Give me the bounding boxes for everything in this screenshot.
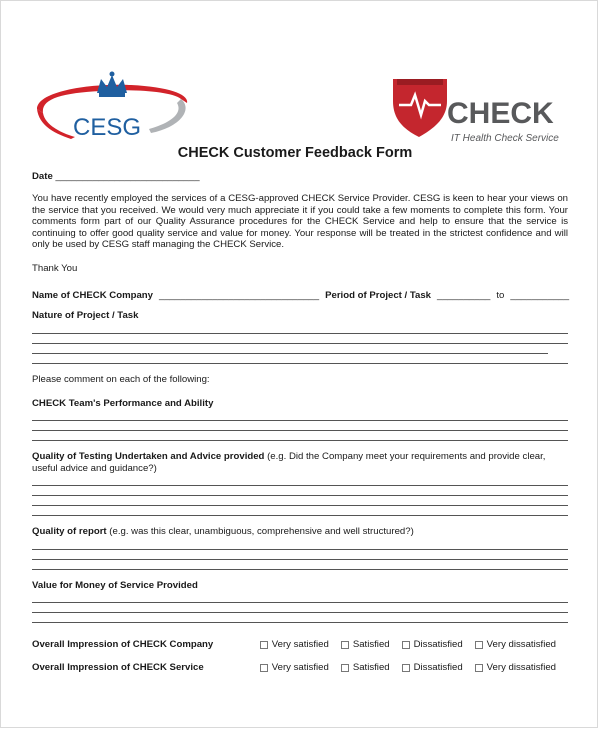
overall-service-row	[32, 656, 568, 679]
testing-heading: Quality of Testing Undertaken and Advice provided	[32, 451, 265, 463]
cesg-swoosh-red-lower	[37, 109, 75, 139]
report-heading: Quality of report	[32, 526, 107, 538]
checkbox-icon[interactable]	[475, 664, 483, 672]
period-label: Period of Project / Task	[325, 289, 432, 301]
answer-line[interactable]	[32, 344, 548, 354]
company-label: Name of CHECK Company	[32, 289, 154, 301]
option-very-dissatisfied[interactable]: Very dissatisfied	[475, 639, 556, 650]
checkbox-icon[interactable]	[341, 664, 349, 672]
answer-line[interactable]	[32, 476, 568, 486]
overall-company-label: Overall Impression of CHECK Company	[32, 638, 214, 650]
testing-hint: (e.g. Did the Company meet your requirements and provide clear, useful advice and guidance?)	[32, 451, 546, 474]
date-field[interactable]: ___________________________	[55, 171, 200, 182]
testing-lines	[32, 476, 568, 516]
nature-heading: Nature of Project / Task	[32, 310, 139, 322]
date-label: Date	[32, 171, 53, 182]
checkbox-icon[interactable]	[402, 641, 410, 649]
company-period-row	[32, 290, 568, 301]
company-field[interactable]: ______________________________	[159, 289, 320, 301]
check-shield-band	[397, 79, 443, 85]
report-section	[32, 526, 568, 537]
checkbox-icon[interactable]	[402, 664, 410, 672]
answer-line[interactable]	[32, 613, 568, 623]
option-dissatisfied[interactable]: Dissatisfied	[402, 639, 463, 650]
checkbox-icon[interactable]	[475, 641, 483, 649]
answer-line[interactable]	[32, 486, 568, 496]
comment-intro: Please comment on each of the following:	[32, 373, 210, 385]
checkbox-icon[interactable]	[260, 664, 268, 672]
option-very-satisfied[interactable]: Very satisfied	[260, 639, 329, 650]
value-lines	[32, 593, 568, 623]
value-heading: Value for Money of Service Provided	[32, 579, 198, 591]
form-title: CHECK Customer Feedback Form	[177, 145, 413, 161]
cesg-wordmark: CESG	[73, 114, 142, 141]
overall-service-label: Overall Impression of CHECK Service	[32, 661, 204, 673]
answer-line[interactable]	[32, 334, 568, 344]
answer-line[interactable]	[32, 550, 568, 560]
overall-ratings	[32, 633, 568, 679]
option-very-satisfied[interactable]: Very satisfied	[260, 662, 329, 673]
cesg-swoosh-grey	[149, 99, 186, 133]
answer-line[interactable]	[32, 593, 568, 603]
option-dissatisfied[interactable]: Dissatisfied	[402, 662, 463, 673]
answer-line[interactable]	[32, 411, 568, 421]
period-end-field[interactable]: ___________	[510, 289, 570, 301]
option-very-dissatisfied[interactable]: Very dissatisfied	[475, 662, 556, 673]
check-logo	[389, 71, 574, 151]
cesg-logo	[31, 69, 191, 149]
form-body	[32, 171, 568, 679]
checkbox-icon[interactable]	[341, 641, 349, 649]
answer-line[interactable]	[32, 431, 568, 441]
answer-line[interactable]	[32, 496, 568, 506]
answer-line[interactable]	[32, 354, 568, 364]
answer-line[interactable]	[32, 603, 568, 613]
answer-line[interactable]	[32, 506, 568, 516]
answer-line[interactable]	[32, 324, 568, 334]
performance-lines	[32, 411, 568, 441]
check-tagline: IT Health Check Service	[451, 133, 559, 144]
to-label: to	[496, 289, 505, 301]
check-wordmark: CHECK	[447, 97, 554, 130]
overall-company-row	[32, 633, 568, 656]
date-row	[32, 171, 568, 182]
intro-paragraph: You have recently employed the services of a CESG-approved CHECK Service Provider. CESG is keen to hear your views on the service that you received. We would very much appreciate it if you could take a few moments to complete this form. Your comments form part of our Quality Assurance procedures for the CHECK Service and help to ensure that the service is continuing to offer good quality service and value for money. Your response will be treated in the strictest confidence and will only be used by CESG staff managing the CHECK Service.	[32, 193, 568, 251]
nature-lines	[32, 324, 568, 364]
performance-heading: CHECK Team's Performance and Ability	[32, 398, 214, 410]
answer-line[interactable]	[32, 560, 568, 570]
period-start-field[interactable]: __________	[437, 289, 491, 301]
option-satisfied[interactable]: Satisfied	[341, 662, 390, 673]
report-lines	[32, 540, 568, 570]
crown-icon	[97, 72, 127, 98]
report-hint: (e.g. was this clear, unambiguous, comprehensive and well structured?)	[109, 526, 414, 538]
testing-section	[32, 451, 568, 474]
answer-line[interactable]	[32, 540, 568, 550]
answer-line[interactable]	[32, 421, 568, 431]
checkbox-icon[interactable]	[260, 641, 268, 649]
option-satisfied[interactable]: Satisfied	[341, 639, 390, 650]
thanks-text: Thank You	[32, 263, 78, 275]
